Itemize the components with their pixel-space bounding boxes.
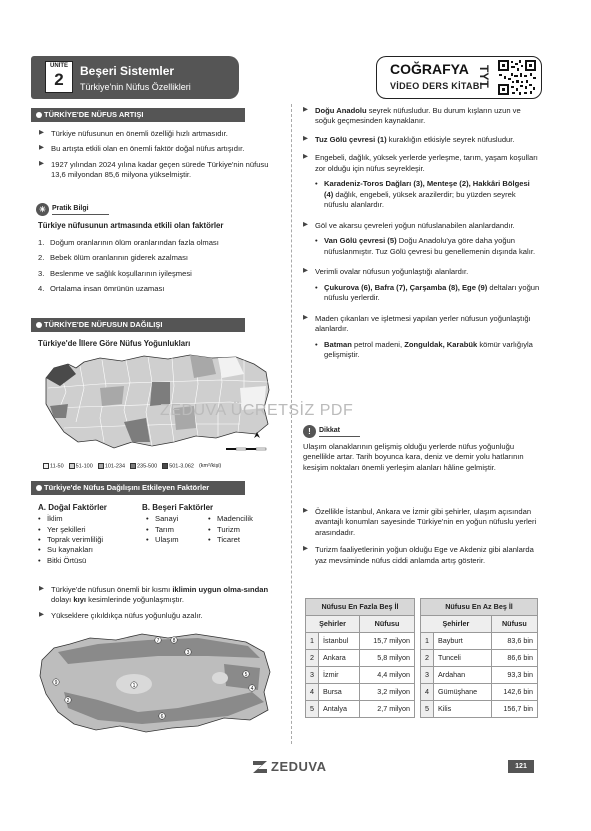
list-item: • Yer şekilleri	[38, 525, 142, 535]
legend-item: 101-234	[98, 463, 125, 471]
column-header: Nüfusu	[360, 616, 415, 633]
table-row: 3 Ardahan 93,3 bin	[421, 667, 538, 684]
list-item: • Sanayi	[146, 514, 208, 524]
sub-list-item: • Karadeniz-Toros Dağları (3), Menteşe (2), Hakkâri Bölgesi (4) dağlık, engebeli, yüksek arazilerdir; bu yüzden seyrek nüfuslu alanlardır.	[315, 179, 541, 210]
list-item: ▶ Göl ve akarsu çevreleri yoğun nüfuslanabilen alanlardandır.	[303, 221, 541, 231]
list-item: ▶ Yükseklere çıkıldıkça nüfus yoğunluğu azalır.	[39, 611, 277, 621]
natural-factors-title: A. Doğal Faktörler	[38, 503, 107, 512]
table-row: 2 Ankara 5,8 milyon	[306, 650, 415, 667]
legend-swatch	[43, 463, 49, 469]
human-factors	[142, 502, 268, 566]
table-most-populated	[305, 598, 415, 718]
factors-columns	[38, 502, 268, 566]
warning-text: Ulaşım olanaklarının gelişmiş olduğu yerlerde nüfus yoğunluğu genellikle artar. Tarih boyunca kara, deniz ve demir yolu hatlarının kesişim noktaları önemli yerleşim alanları hâline gelmiştir.	[303, 442, 524, 472]
unit-number-box	[45, 61, 73, 93]
table-row: 1 İstanbul 15,7 milyon	[306, 633, 415, 650]
population-growth-list	[39, 129, 277, 186]
svg-text:5: 5	[244, 671, 248, 678]
list-item: ▶ Türkiye'de nüfusun önemli bir kısmı iklimin uygun olma-sından dolayı kıyı kesimlerinde yoğunlaşmıştır.	[39, 585, 277, 606]
table-row: 5 Kilis 156,7 bin	[421, 701, 538, 718]
legend-item: 235-500	[130, 463, 157, 471]
svg-text:4: 4	[250, 685, 254, 692]
list-item: ▶ Özellikle İstanbul, Ankara ve İzmir gibi şehirler, ulaşım açısından avantajlı konumları sayesinde Türkiye'nin en yoğun nüfuslu yerleri arasındadır.	[303, 507, 541, 538]
warning-label	[303, 425, 360, 438]
section-bar-population-distribution: TÜRKİYE'DE NÜFUSUN DAĞILIŞI	[31, 318, 245, 332]
human-factors-title: B. Beşeri Faktörler	[142, 503, 214, 512]
list-item: ▶ Tuz Gölü çevresi (1) kuraklığın etkisiyle seyrek nüfusludur.	[303, 135, 541, 145]
svg-text:9: 9	[54, 679, 58, 686]
list-item: • Madencilik	[208, 514, 253, 524]
svg-text:6: 6	[160, 713, 164, 720]
relief-map	[38, 630, 274, 736]
footer-logo[interactable]	[252, 758, 326, 776]
legend-swatch	[69, 463, 75, 469]
table-row: 1 Bayburt 83,6 bin	[421, 633, 538, 650]
watermark: ZEDUVA ÜCRETSİZ PDF	[160, 402, 354, 419]
legend-item: 51-100	[69, 463, 93, 471]
legend-item: 11-50	[43, 463, 64, 471]
column-divider	[291, 104, 292, 744]
list-item: 2. Bebek ölüm oranlarının giderek azalması	[38, 253, 189, 263]
map-title: Türkiye'de İllere Göre Nüfus Yoğunlukları	[38, 339, 191, 348]
map-legend	[43, 463, 221, 471]
legend-item: 501-3.062	[162, 463, 194, 471]
unit-title: Beşeri Sistemler	[80, 64, 175, 78]
list-item: • İklim	[38, 514, 142, 524]
list-item: 1. Doğum oranlarının ölüm oranlarından fazla olması	[38, 238, 219, 247]
svg-text:1: 1	[132, 682, 136, 689]
brand-title: COĞRAFYA	[390, 61, 469, 77]
unit-label: ÜNİTE	[50, 63, 68, 69]
footer-logo-text: ZEDUVA	[271, 759, 327, 774]
table-row: 4 Bursa 3,2 milyon	[306, 684, 415, 701]
column-header: Şehirler	[306, 616, 360, 633]
svg-text:8: 8	[172, 637, 176, 644]
unit-subtitle: Türkiye'nin Nüfus Özellikleri	[80, 82, 191, 92]
section-bar-population-growth: TÜRKİYE'DE NÜFUS ARTIŞI	[31, 108, 245, 122]
right-list-2	[303, 507, 541, 571]
brand-tag: TYT	[477, 65, 491, 88]
table-caption: Nüfusu En Fazla Beş İl	[306, 599, 415, 616]
list-item: ▶ 1927 yılından 2024 yılına kadar geçen sürede Türkiye'nin nüfusu 13,6 milyondan 85,6 milyona yükselmiştir.	[39, 160, 277, 181]
legend-unit: (km²/kişi)	[198, 463, 222, 469]
svg-text:7: 7	[156, 637, 160, 644]
svg-text:3: 3	[186, 649, 190, 656]
legend-swatch	[130, 463, 136, 469]
list-item: ▶ Turizm faaliyetlerinin yoğun olduğu Ege ve Akdeniz gibi alanlarda yaz mevsiminde nüfus ciddi anlamda artış gösterir.	[303, 545, 541, 566]
section-bar-distribution-factors: Türkiye'de Nüfus Dağılışını Etkileyen Faktörler	[31, 481, 245, 495]
coastal-list	[39, 585, 277, 626]
legend-swatch	[162, 463, 168, 469]
legend-swatch	[98, 463, 104, 469]
tip-heading: Türkiye nüfusunun artmasında etkili olan faktörler	[38, 221, 224, 230]
list-item: • Ulaşım	[146, 535, 208, 545]
list-item: • Turizm	[208, 525, 253, 535]
list-item: ▶ Maden çıkanları ve işletmesi yapılan yerler nüfusun yoğunlaştığı alanlardır.	[303, 314, 541, 335]
list-item: 4. Ortalama insan ömrünün uzaması	[38, 284, 165, 294]
sub-list-item: • Van Gölü çevresi (5) Doğu Anadolu'ya göre daha yoğun nüfuslanmıştır. Tuz Gölü çevresi bu genellemenin dışında kalır.	[315, 236, 541, 257]
tip-label	[36, 203, 109, 216]
brand-subtitle: VİDEO DERS KİTABI	[390, 81, 483, 91]
svg-text:2: 2	[66, 697, 70, 704]
natural-factors	[38, 502, 142, 566]
page-number: 121	[508, 760, 534, 773]
column-header: Şehirler	[421, 616, 492, 633]
list-item: ▶ Verimli ovalar nüfusun yoğunlaştığı alanlardır.	[303, 267, 541, 277]
list-item: • Tarım	[146, 525, 208, 535]
list-item: • Bitki Örtüsü	[38, 556, 142, 566]
table-row: 2 Tunceli 86,6 bin	[421, 650, 538, 667]
zeduva-logo-icon	[252, 759, 268, 775]
right-list-1	[303, 106, 541, 360]
tip-label-text: Pratik Bilgi	[52, 204, 109, 215]
list-item: • Toprak verimliliği	[38, 535, 142, 545]
warning-icon: !	[303, 425, 316, 438]
tip-list	[38, 238, 276, 300]
qr-code-icon[interactable]	[497, 59, 537, 96]
warning-label-text: Dikkat	[319, 426, 360, 437]
list-item: • Su kaynakları	[38, 545, 142, 555]
table-least-populated	[420, 598, 538, 718]
list-item: 3. Beslenme ve sağlık koşullarının iyileşmesi	[38, 268, 192, 278]
table-row: 3 İzmir 4,4 milyon	[306, 667, 415, 684]
sub-list-item: • Batman petrol madeni, Zonguldak, Karabük kömür varlığıyla gelişmiştir.	[315, 340, 541, 361]
table-row: 5 Antalya 2,7 milyon	[306, 701, 415, 718]
list-item: ▶ Doğu Anadolu seyrek nüfusludur. Bu durum kışların uzun ve soğuk geçmesinden kaynaklanır.	[303, 106, 541, 127]
table-caption: Nüfusu En Az Beş İl	[421, 599, 538, 616]
sub-list-item: • Çukurova (6), Bafra (7), Çarşamba (8), Ege (9) deltaları yoğun nüfuslu yerlerdir.	[315, 283, 541, 304]
column-header: Nüfusu	[491, 616, 537, 633]
list-item: • Ticaret	[208, 535, 253, 545]
unit-number: 2	[54, 70, 64, 89]
list-item: ▶ Bu artışta etkili olan en önemli faktör doğal nüfus artışıdır.	[39, 144, 277, 154]
table-row: 4 Gümüşhane 142,6 bin	[421, 684, 538, 701]
lightbulb-icon: ☀	[36, 203, 49, 216]
list-item: ▶ Engebeli, dağlık, yüksek yerlerde yerleşme, tarım, yaşam koşulları zor olduğu için nüfus seyrekleşir.	[303, 153, 541, 174]
list-item: ▶ Türkiye nüfusunun en önemli özelliği hızlı artmasıdır.	[39, 129, 277, 139]
